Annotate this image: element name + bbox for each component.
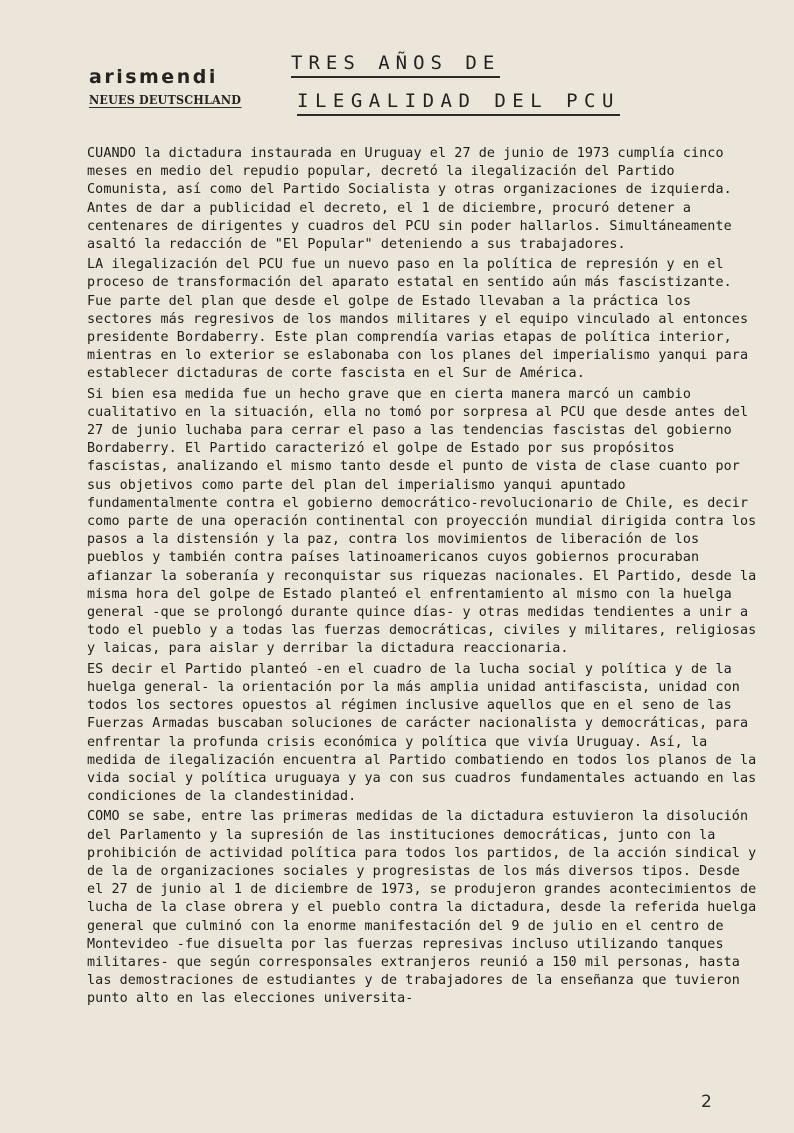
author-name: arismendi <box>89 66 218 88</box>
paragraph-4: ES decir el Partido planteó -en el cuadro de la lucha social y política y de la huelga general- la orientación por la más amplia unidad antifascista, unidad con todos los sectores opuestos al régimen inclusive aquellos que en el seno de las Fuerzas Armadas buscaban soluciones de carácter nacionalista y democráticas, para enfrentar la profunda crisis económica y política que vivía Uruguay. Así, la medida de ilegalización encuentra al Partido combatiendo en todos los planos de la vida social y política uruguaya y ya con sus cuadros fundamentales actuando en las condiciones de la clandestinidad. <box>87 661 765 805</box>
article-title-line-2: ILEGALIDAD DEL PCU <box>297 90 620 116</box>
paragraph-5: COMO se sabe, entre las primeras medidas de la dictadura estuvieron la disolución del Parlamento y la supresión de las instituciones democráticas, junto con la prohibición de actividad política para todos los partidos, de la acción sindical y de la de organizaciones sociales y progresistas de los más diversos tipos. Desde el 27 de junio al 1 de diciembre de 1973, se produjeron grandes acontecimientos de lucha de la clase obrera y el pueblo contra la dictadura, desde la referida huelga general que culminó con la enorme manifestación del 9 de julio en el centro de Montevideo -fue disuelta por las fuerzas represivas incluso utilizando tanques militares- que según corresponsales extranjeros reunió a 150 mil personas, hasta las demostraciones de estudiantes y de trabajadores de la enseñanza que tuvieron punto alto en las elecciones universita- <box>87 809 765 1007</box>
paragraph-1: CUANDO la dictadura instaurada en Uruguay el 27 de junio de 1973 cumplía cinco meses en medio del repudio popular, decretó la ilegalización del Partido Comunista, así como del Partido Socialista y otras organizaciones de izquierda. Antes de dar a publicidad el decreto, el 1 de diciembre, procuró detener a centenares de dirigentes y cuadros del PCU sin poder hallarlos. Simultáneamente asaltó la redacción de "El Popular" deteniendo a sus trabajadores. <box>87 146 740 253</box>
article-title-line-1: TRES AÑOS DE <box>291 52 500 78</box>
source-publication: NEUES DEUTSCHLAND <box>89 93 242 107</box>
paragraph-2: LA ilegalización del PCU fue un nuevo paso en la política de represión y en el proceso de transformación del aparato estatal en sentido aún más fascistizante. Fue parte del plan que desde el golpe de Estado llevaban a la práctica los sectores más regresivos de los mandos militares y el equipo vinculado al entonces presidente Bordaberry. Este plan comprendía varias etapas de política interior, mientras en lo exterior se eslabonaba con los planes del imperialismo yanqui para establecer dictaduras de corte fascista en el Sur de América. <box>87 257 757 382</box>
page-number: 2 <box>701 1092 712 1112</box>
paragraph-3: Si bien esa medida fue un hecho grave que en cierta manera marcó un cambio cualitativo en la situación, ella no tomó por sorpresa al PCU que desde antes del 27 de junio luchaba para cerrar el paso a las tendencias fascistas del gobierno Bordaberry. El Partido caracterizó el golpe de Estado por sus propósitos fascistas, analizando el mismo tanto desde el punto de vista de clase cuanto por sus objetivos como parte del plan del imperialismo yanqui apuntado fundamentalmente contra el gobierno democrático-revolucionario de Chile, es decir como parte de una operación continental con proyección mundial dirigida contra los pasos a la distensión y la paz, contra los movimientos de liberación de los pueblos y también contra países latinoamericanos cuyos gobiernos procuraban afianzar la soberanía y reconquistar sus riquezas nacionales. El Partido, desde la misma hora del golpe de Estado planteó el enfrentamiento al mismo con la huelga general -que se prolongó durante quince días- y otras medidas tendientes a unir a todo el pueblo y a todas las fuerzas democráticas, civiles y militares, religiosas y laicas, para aislar y derribar la dictadura reaccionaria. <box>87 386 765 657</box>
article-body <box>87 145 765 1011</box>
